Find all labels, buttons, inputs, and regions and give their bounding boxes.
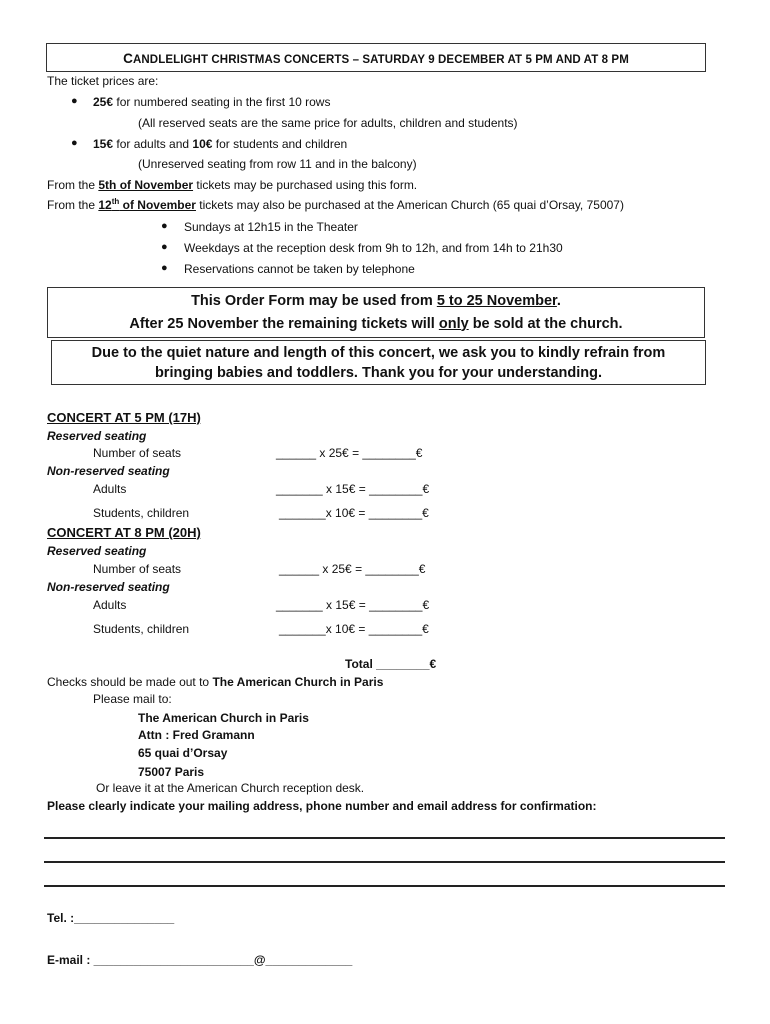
purchase-bullet-weekdays: Weekdays at the reception desk from 9h to 12h, and from 14h to 21h30 (184, 241, 563, 255)
purchase-bullet-sundays: Sundays at 12h15 in the Theater (184, 220, 358, 234)
purchase-line-church: From the 12th of November tickets may also be purchased at the American Church (65 quai d’Orsay, 75007) (47, 197, 624, 212)
reserved-seating-label: Reserved seating (47, 429, 147, 443)
students-label: Students, children (93, 506, 190, 520)
address-write-line[interactable] (44, 885, 725, 887)
students-label: Students, children (93, 622, 190, 636)
address-line: Attn : Fred Gramann (138, 728, 255, 742)
address-line: 75007 Paris (138, 765, 205, 779)
contact-instructions: Please clearly indicate your mailing address, phone number and email address for confirmation: (47, 799, 597, 813)
address-line: The American Church in Paris (138, 711, 309, 725)
adults-label: Adults (93, 482, 127, 496)
title-box (46, 43, 706, 72)
concert-8pm-heading: CONCERT AT 8 PM (20H) (47, 525, 201, 540)
bullet-icon: ● (161, 241, 168, 253)
order-form-notice: This Order Form may be used from 5 to 25 November. After 25 November the remaining tickets will only be sold at the church. (47, 287, 705, 338)
email-field[interactable]: E-mail : ________________________@_____________ (47, 953, 353, 967)
seats-8pm-field[interactable]: ______ x 25€ = ________€ (279, 562, 426, 576)
babies-notice: Due to the quiet nature and length of this concert, we ask you to kindly refrain from bringing babies and toddlers. Thank you for your understanding. (51, 340, 706, 385)
nonreserved-seating-label: Non-reserved seating (47, 580, 170, 594)
tel-field[interactable]: Tel. :_______________ (47, 911, 175, 925)
seats-label: Number of seats (93, 562, 182, 576)
students-5pm-field[interactable]: _______x 10€ = ________€ (279, 506, 429, 520)
adults-5pm-field[interactable]: _______ x 15€ = ________€ (276, 482, 430, 496)
seats-label: Number of seats (93, 446, 182, 460)
mail-to-label: Please mail to: (93, 692, 172, 706)
reception-desk-line: Or leave it at the American Church reception desk. (96, 781, 365, 795)
prices-intro: The ticket prices are: (47, 74, 159, 88)
adults-label: Adults (93, 598, 127, 612)
price-item-unreserved: 15€ for adults and 10€ for students and children (93, 137, 348, 151)
bullet-icon: ● (71, 137, 78, 149)
checks-payable-line: Checks should be made out to The American Church in Paris (47, 675, 384, 689)
price-note-unreserved: (Unreserved seating from row 11 and in the balcony) (138, 157, 417, 171)
total-field[interactable]: Total ________€ (345, 657, 437, 671)
concert-5pm-heading: CONCERT AT 5 PM (17H) (47, 410, 201, 425)
price-item-reserved: 25€ for numbered seating in the first 10 rows (93, 95, 331, 109)
students-8pm-field[interactable]: _______x 10€ = ________€ (279, 622, 429, 636)
seats-5pm-field[interactable]: ______ x 25€ = ________€ (276, 446, 423, 460)
price-note-reserved: (All reserved seats are the same price for adults, children and students) (138, 116, 518, 130)
reserved-seating-label: Reserved seating (47, 544, 147, 558)
adults-8pm-field[interactable]: _______ x 15€ = ________€ (276, 598, 430, 612)
address-write-line[interactable] (44, 861, 725, 863)
purchase-bullet-telephone: Reservations cannot be taken by telephone (184, 262, 415, 276)
purchase-line-form: From the 5th of November tickets may be purchased using this form. (47, 178, 418, 192)
bullet-icon: ● (161, 262, 168, 274)
bullet-icon: ● (161, 220, 168, 232)
page-title: CANDLELIGHT CHRISTMAS CONCERTS – SATURDAY 9 DECEMBER AT 5 PM AND AT 8 PM (123, 51, 629, 66)
address-line: 65 quai d’Orsay (138, 746, 228, 760)
nonreserved-seating-label: Non-reserved seating (47, 464, 170, 478)
address-write-line[interactable] (44, 837, 725, 839)
bullet-icon: ● (71, 95, 78, 107)
